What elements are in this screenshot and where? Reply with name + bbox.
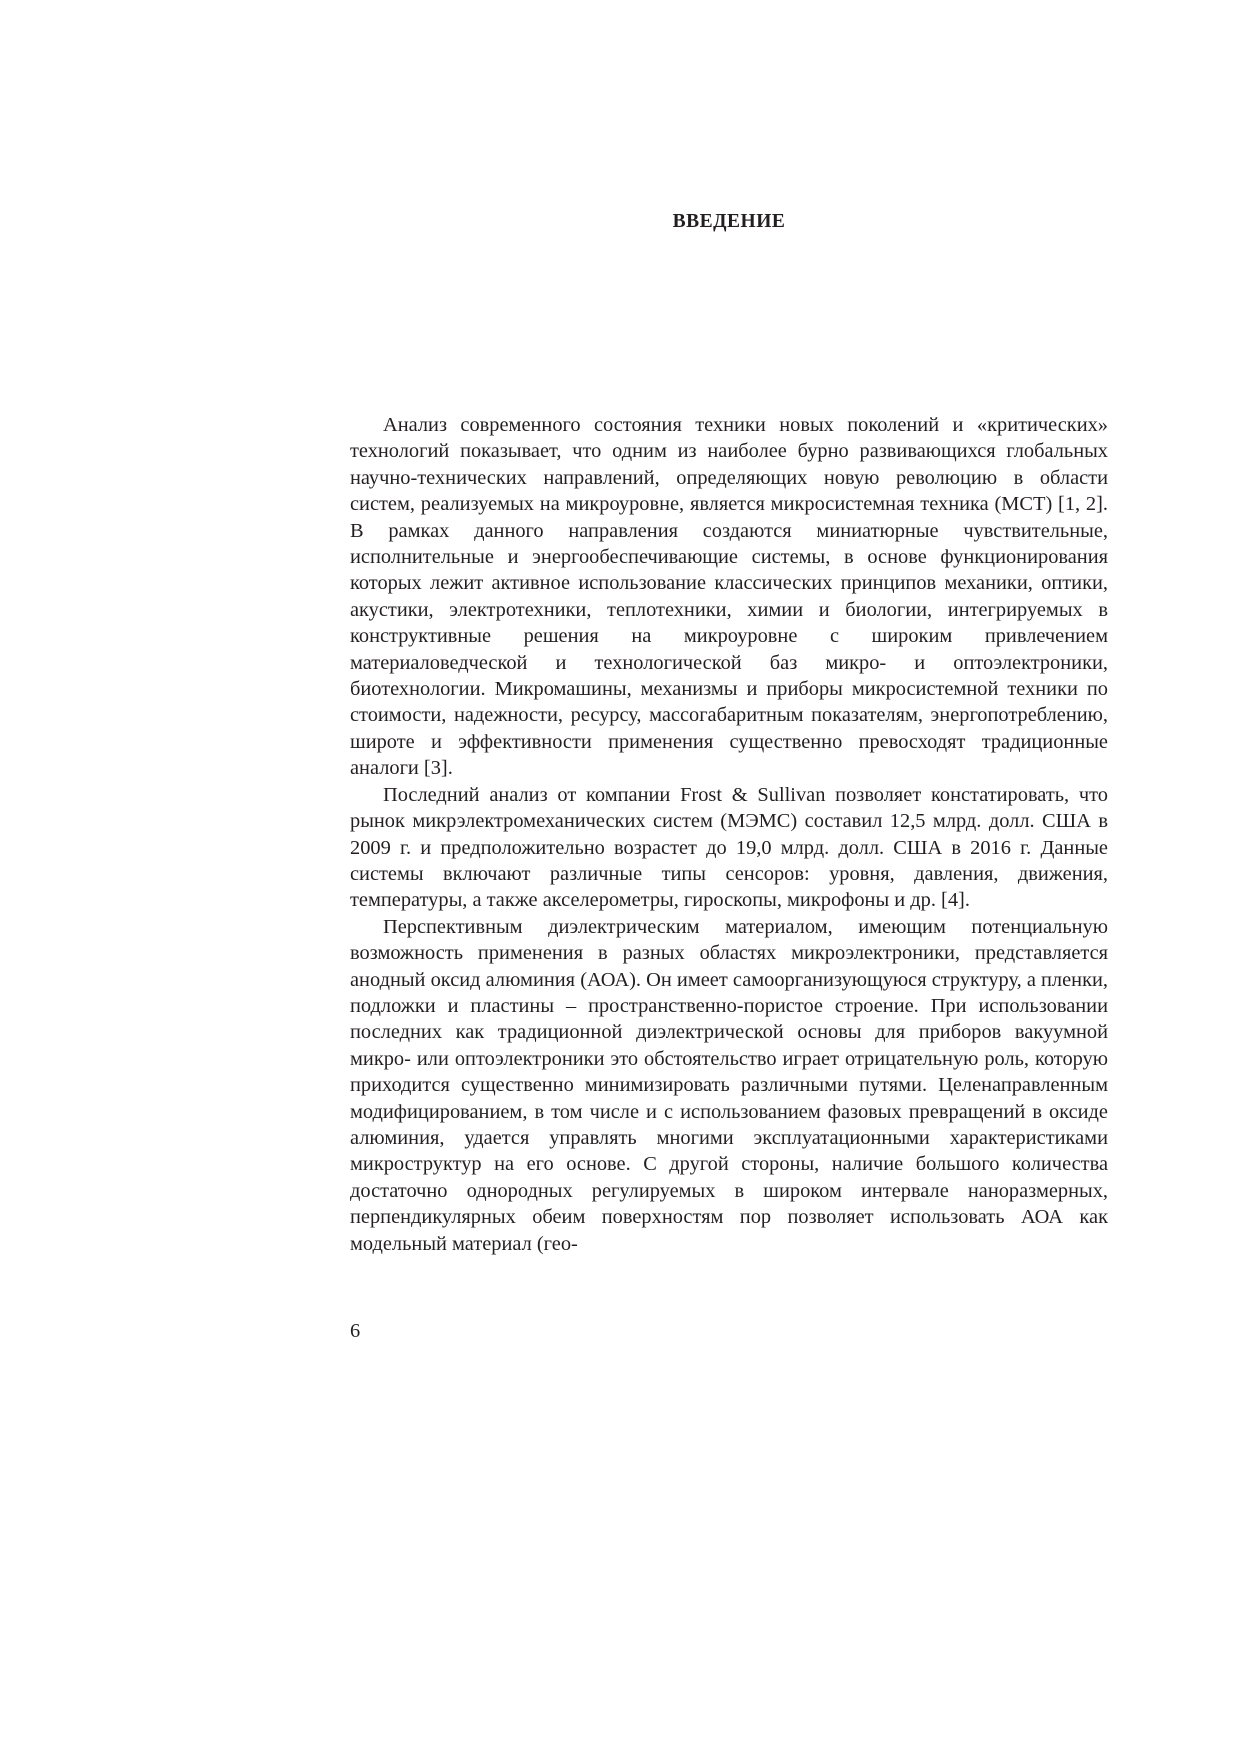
page-number: 6 [350,1320,361,1342]
paragraph-anodic-alumina: Перспективным диэлектрическим материалом, имеющим потенциальную возможность применения в разных областях микроэлектроники, представляется анодный оксид алюминия (АОА). Он имеет самоорганизующуюся структуру, а пленки, подложки и пластины – пространственно-пористое строение. При использовании последних как традиционной диэлектрической основы для приборов вакуумной микро- или оптоэлектроники это обстоятельство играет отрицательную роль, которую приходится существенно минимизировать различными путями. Целенаправленным модифицированием, в том числе и с использованием фазовых превращений в оксиде алюминия, удается управлять многими эксплуатационными характеристиками микроструктур на его основе. С другой стороны, наличие большого количества достаточно однородных регулируемых в широком интервале наноразмерных, перпендикулярных обеим поверхностям пор позволяет использовать АОА как модельный материал (гео- [350,915,1108,1255]
chapter-title: ВВЕДЕНИЕ [672,211,786,232]
body-text [350,412,1108,1257]
paragraph-mst-intro: Анализ современного состояния техники новых поколений и «критических» технологий показывает, что одним из наиболее бурно развивающихся глобальных научно-технических направлений, определяющих новую революцию в области систем, реализуемых на микроуровне, является микросистемная техника (МСТ) [1, 2]. В рамках данного направления создаются миниатюрные чувствительные, исполнительные и энергообеспечивающие системы, в основе функционирования которых лежит активное использование классических принципов механики, оптики, акустики, электротехники, теплотехники, химии и биологии, интегрируемых в конструктивные решения на микроуровне с широким привлечением материаловедческой и технологической баз микро- и оптоэлектроники, биотехнологии. Микромашины, механизмы и приборы микросистемной техники по стоимости, надежности, ресурсу, массогабаритным показателям, энергопотреблению, широте и эффективности применения существенно превосходят традиционные аналоги [3]. [350,414,1108,780]
paragraph-mems-market: Последний анализ от компании Frost & Sullivan позволяет констатировать, что рынок микрэлектромеханических систем (МЭМС) составил 12,5 млрд. долл. США в 2009 г. и предположительно возрастет до 19,0 млрд. долл. США в 2016 г. Данные системы включают различные типы сенсоров: уровня, давления, движения, температуры, а также акселерометры, гироскопы, микрофоны и др. [4]. [350,783,1108,912]
